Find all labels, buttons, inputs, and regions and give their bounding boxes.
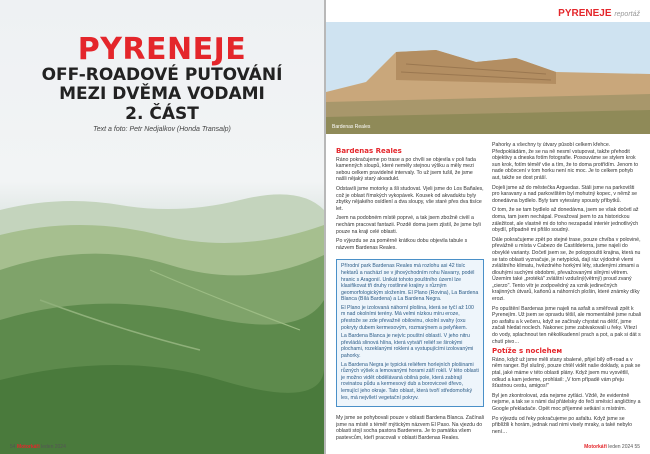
section-heading: Potíže s nocleheм	[492, 347, 563, 356]
byline: Text a foto: Petr Nedjalkov (Honda Transalp)	[93, 126, 231, 133]
right-page	[326, 0, 650, 454]
paragraph: Ráno, když už jsme měli stany sbalené, přijel bílý off-road a v něm ranger. Byl slušný, pouze chtěl vidět naše doklady, a pak se ptal, jaké máme v této oblasti plány. Když jsem mu vysvětlil, odkud a kam jedeme, prohlásil: „V tom případě vám přeju šťastnou cestu, amigos!"	[492, 356, 641, 390]
paragraph: Jsem na podobném místě poprvé, a tak jsem zbožně civěl a nechám pracovat fantazii. Pozdě doma jsem zjistil, že jsme byli pouze na kraji celé oblasti.	[336, 215, 481, 235]
paragraph: Odstavili jsme motorky a šli studovat. Vjeli jsme do Los Bañales, což je oblast římských vykopávek. Kousek od akvaduktu byly zbytky nějakého osídlení a dva sloupy, vše staré přes dva tisíce let.	[336, 185, 484, 212]
box-paragraph: La Bardena Negra je typická reliéfem horlejních plošinami různých výšek a lemovanými horami září roklí. V této oblasti je možno vidět obdělávaná obilná pole, která zabírají rovinatou půdu a kermesový dub a borovicové dřevo, lemující jeho okraje. Tato oblast, která tvoří středomořský les, má nejvíletí vegetační pokryv.	[341, 361, 479, 401]
box-paragraph: Přírodní park Bardenas Reales má rozlohu asi 42 tisíc hektarů a nachází se v jihovýchodním rohu Navarry, podél hranic s Aragonií. Unikát tohoto pouštního území lze klasifikovat tři druhy rostlinné krajiny s různým geomorfologickým složením. El Plano (Rovina), La Bardena Blanca (Bílá Bardena) a La Bardena Negra.	[341, 263, 479, 303]
issue-left: leden 2024	[41, 444, 66, 450]
info-box	[336, 259, 484, 407]
paragraph: Po výjezdu od řeky pokračujeme po asfaltu. Když jsme se přiblížili k horám, jednak nad nimi visely mraky, a také nebylo není…	[492, 415, 633, 435]
box-paragraph: La Bardena Blanca je nejvíc pouštní oblastí. V jeho nitru převládá slinová hlína, která vytváří reliéf se širokými plochami, rozeklanými rokleni a vystupujícími izolovanými pahorky.	[341, 333, 474, 360]
left-page	[0, 0, 324, 454]
article-part: 2. ČÁST	[125, 104, 199, 124]
article-subtitle-line1: OFF-ROADOVÉ PUTOVÁNÍ	[41, 65, 283, 85]
left-footer	[10, 444, 66, 450]
bardenas-photo	[326, 22, 650, 134]
desert-landscape-image	[326, 22, 650, 134]
paragraph: Byl jen zkontrolovat, zda nejsme zytláci. Vždě, že evidentně nejsme, a tak se s námi dal přátelsky do řeči směsicí angličtiny a Google překladače. Opět moc příjemné setkání s místním.	[492, 392, 641, 412]
article-subtitle-line2: MEZI DVĚMA VODAMI	[59, 84, 265, 104]
paragraph: Dojeli jsme až do městečka Arguedas. Stáli jsme na parkovišti pro karavany a nad parkovištěm byl mohutný kopec, v němž se donedávna bydlelo. Byly tam vytesány spousty příbytků.	[492, 184, 638, 204]
right-footer	[584, 444, 640, 450]
paragraph: Dále pokračujeme zpět po stejné trase, pouze chvíba v poloviné, převážně u místa v Cabezo de Castildeterra, jsme najeli do obvyklé varianty. Dočetl jsem se, že poloppoušti krajina, která nu se tato oblasti vyznačuje, je netypická, dají ráz výdodně vlemi zvláštního klimatu, hvězdného horkými léty, studenými zimami a dlouhými suchými obdobmi, převažovanými silnými větrem. Územím také „protéká" zvláštní vzdušný(větrný) proud zvaný „cierzo". Tento vítr je zodpovědný za vznik jedinečných krajinných útvarů, kaňonů a náhorních plošin, které známky díky erozi.	[492, 236, 641, 303]
magazine-name-left: Motorkáři	[16, 444, 40, 450]
running-head	[558, 8, 640, 19]
paragraph: Po výjezdu se za poměrně krátkou dobu objevila tabule s názvem Bardenas Reales.	[336, 238, 468, 251]
text-column-1	[336, 148, 484, 448]
paragraph: My jsme se pohybovali pouze v oblasti Bardena Blanca. Začínali jsme na místě s téměř mýtickým názvem El Paso. Na vjezdu do oblasti stojí socha pastora Bardenera. Je to památka všem pastevcům, kteří pracovali v oblasti Bardenas Reales.	[336, 415, 484, 441]
magazine-name-right: Motorkáři	[584, 444, 607, 450]
issue-right: leden 2024	[608, 444, 634, 450]
page-number-right: 55	[634, 444, 640, 450]
section-heading: Bardenas Reales	[336, 148, 402, 155]
paragraph: Pahorky a všechny ty útvary působí celkem křehce. Předpokládám, že se na ně nesmí vstupovat, takže přehodit objektivy a dneska fotím fotografie. Posouváme se stylem krok sun krok, fotím téměř vše a tím, že to doma protřídím. Jenom to nade občecení v tom horku není nic moc. Je to celkem pohyb aut, takže se dost práší.	[492, 142, 639, 181]
paragraph: Ráno pokračujeme po trase a po chvíli se objevila v poli řada kamenných sloupů, které neměly stejnou výšku a měly mezi sebou celkem pravidelné intervaly. To už jsem tušil, že jsme našli nějaký starý akvadukt.	[336, 156, 476, 183]
paragraph: Po opuštění Bardenas jsme najeli na asfalt a směřovali zpět k Pyrenejím. Už jsem se opravdu těšil, ale momentálně jsme rubali po asfaltu a k večeru, když se začínaly chystat na děšť, jsme začali hledat noclech. Nakonec jsme zabivakovali u řeky. Vítezí do vody, splachnout ten několikadenní prach a pot, a pak si dát s chutí pivo…	[492, 305, 642, 345]
running-head-tag: reportáž	[614, 11, 640, 18]
paragraph: O tom, že se tam bydlelo až donedávna, jsem se však dočetl až doma, tam jsem nechápal. Považoval jsem to za historickou záležitost, ale vlastně mi do toho nezapadal interiér jednotlivých obydlí, případně mi přišlo soudný.	[492, 207, 639, 234]
page-number-left: 54	[10, 444, 16, 450]
running-head-title: PYRENEJE	[558, 8, 612, 19]
photo-caption: Bardenas Reales	[332, 124, 371, 130]
box-paragraph: El Plano je izolovaná náhorní plošina, která se tyčí až 100 m nad okolními terény. Má velmi nízkou míru eroze, přestože se zde převažně obilovinu, okolní svahy (oxu pokryty dubem kermesovým, rozmarýnem a pelyňkem.	[341, 304, 474, 331]
article-title: PYRENEJE	[77, 32, 247, 67]
text-column-2	[492, 142, 642, 446]
